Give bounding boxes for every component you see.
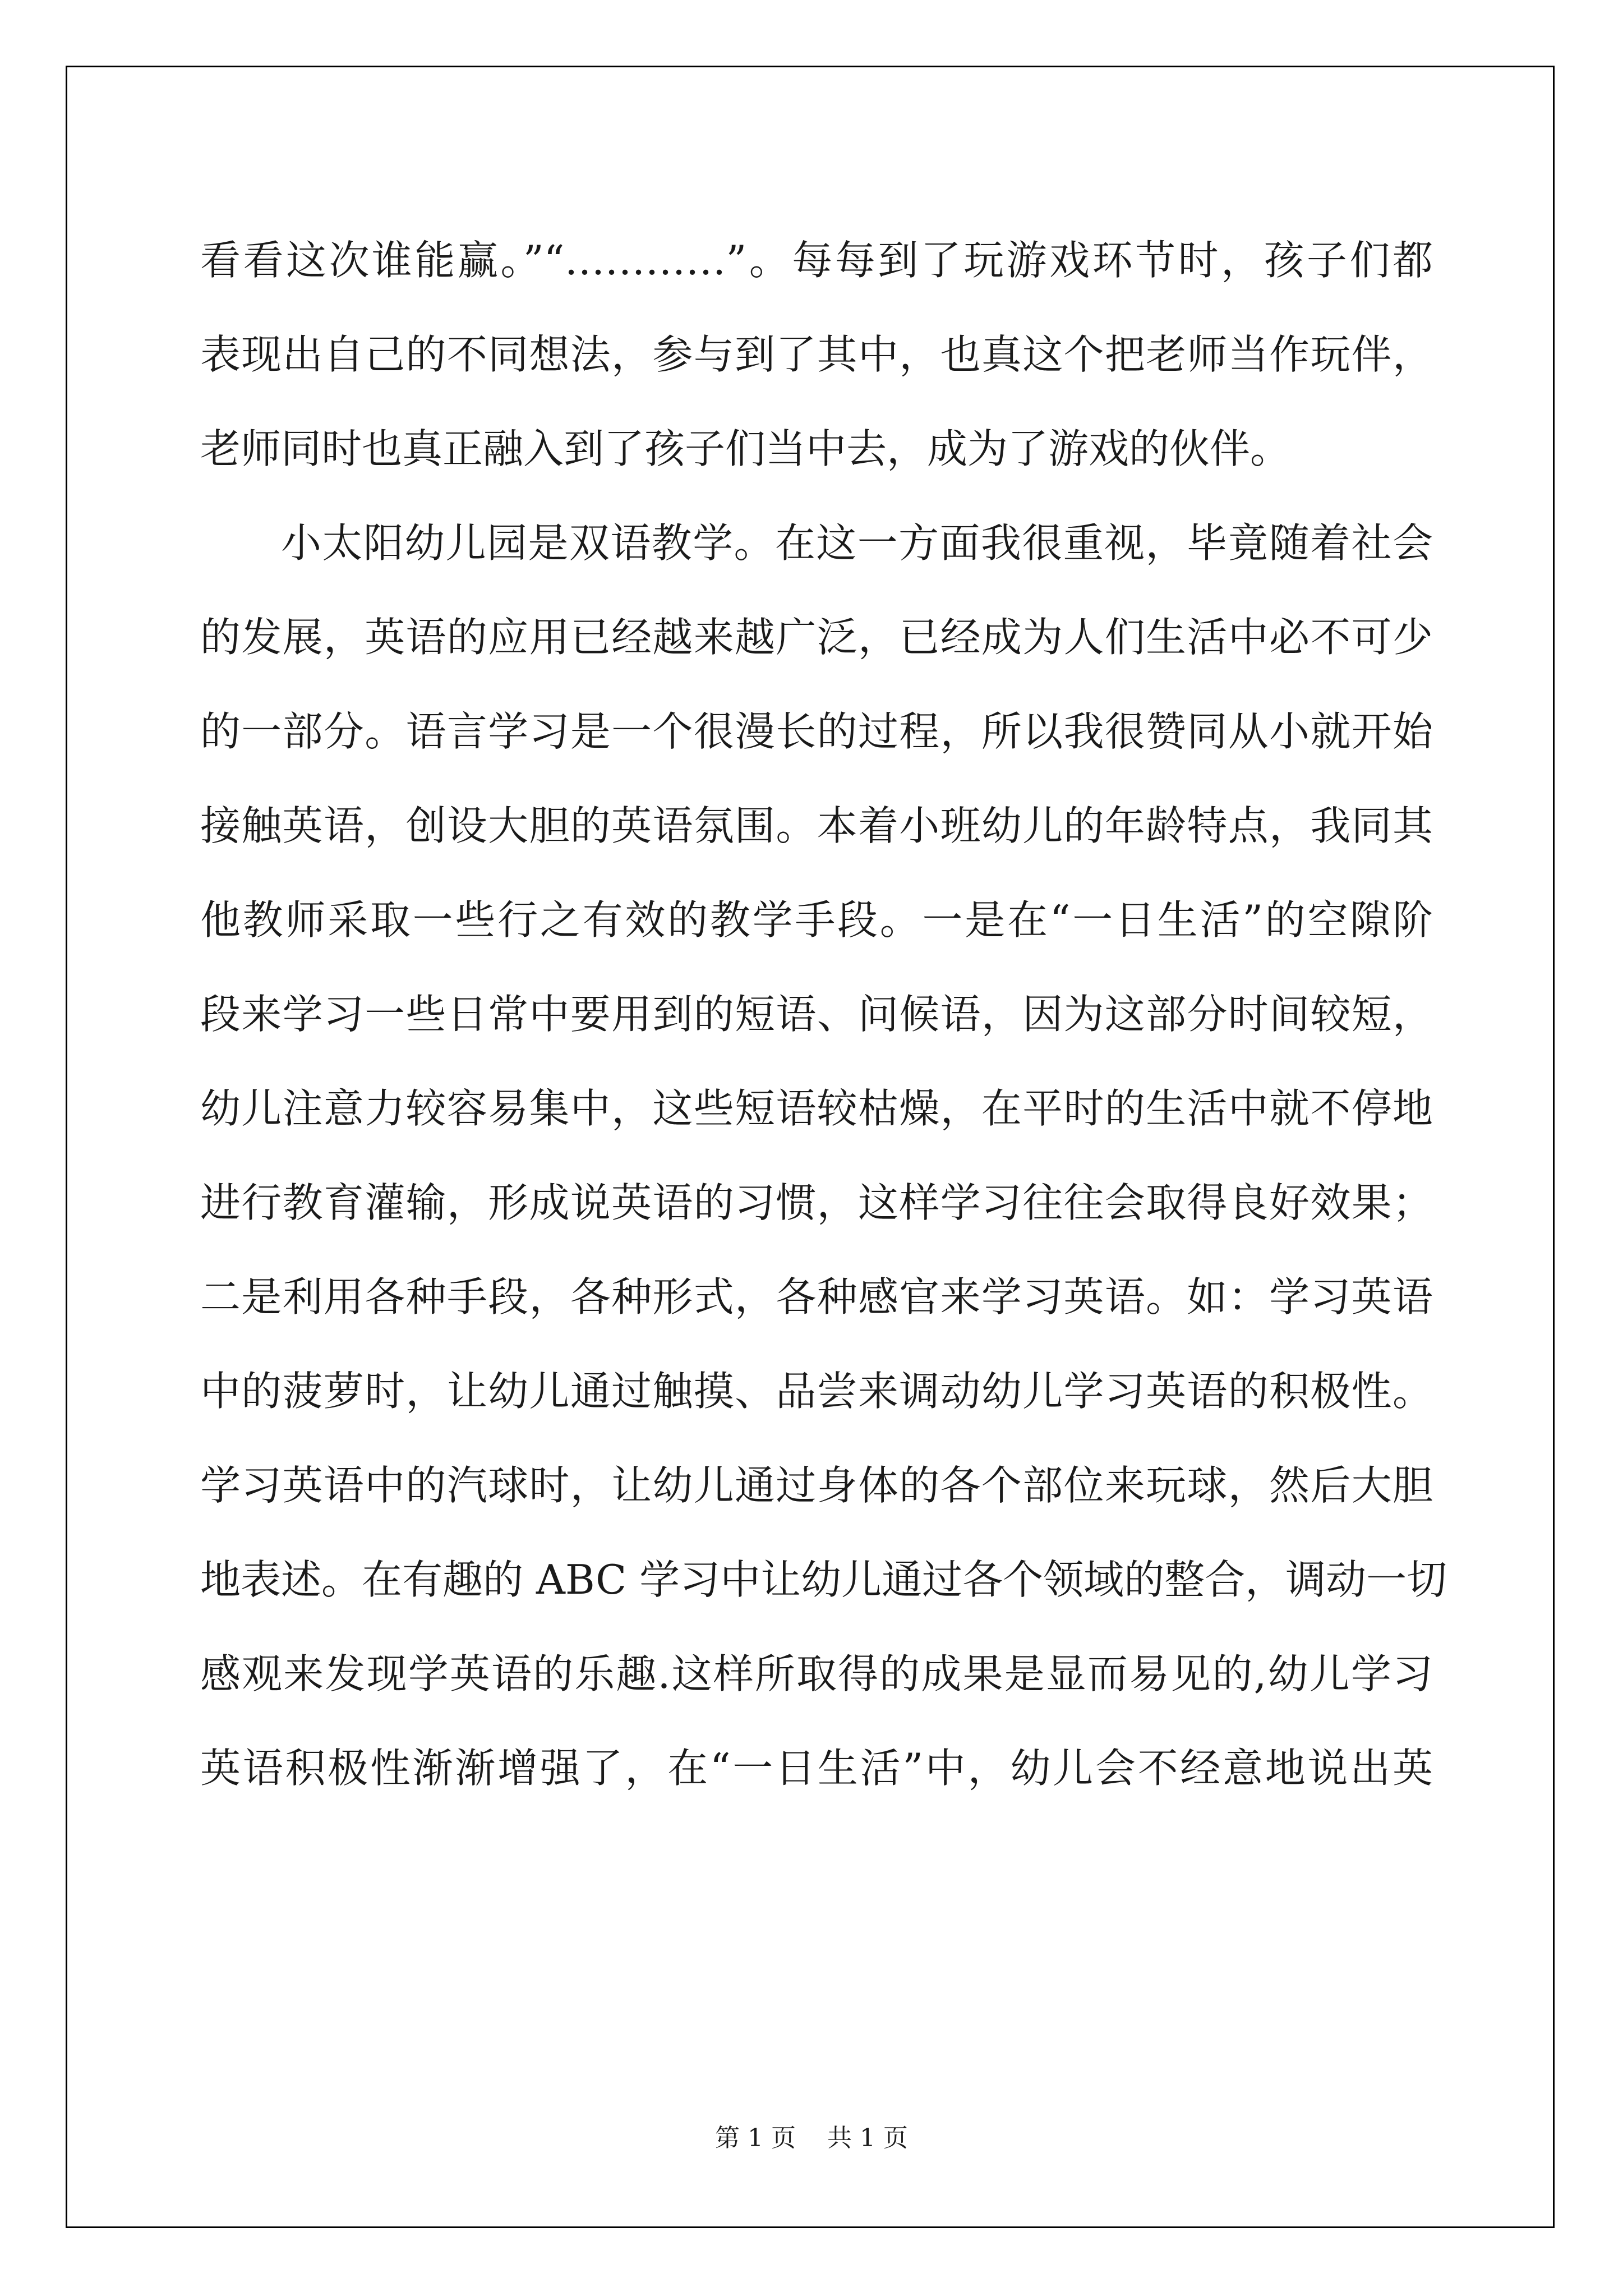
document-body bbox=[200, 213, 1447, 1815]
text-line: 中的菠萝时，让幼儿通过触摸、品尝来调动幼儿学习英语的积极性。 bbox=[200, 1368, 1433, 1415]
text-line: 段来学习一些日常中要用到的短语、问候语，因为这部分时间较短， bbox=[200, 991, 1433, 1038]
text-line: 表现出自己的不同想法，参与到了其中，也真这个把老师当作玩伴， bbox=[200, 331, 1433, 378]
text-line: 学习英语中的汽球时，让幼儿通过身体的各个部位来玩球，然后大胆 bbox=[200, 1462, 1433, 1509]
text-line: 幼儿注意力较容易集中，这些短语较枯燥，在平时的生活中就不停地 bbox=[200, 1085, 1433, 1132]
text-line: 的一部分。语言学习是一个很漫长的过程，所以我很赞同从小就开始 bbox=[200, 708, 1433, 755]
text-line: 接触英语，创设大胆的英语氛围。本着小班幼儿的年龄特点，我同其 bbox=[200, 802, 1433, 849]
text-line: 看看这次谁能赢。”“…………”。每每到了玩游戏环节时，孩子们都 bbox=[200, 237, 1433, 284]
text-line: 小太阳幼儿园是双语教学。在这一方面我很重视，毕竟随着社会 bbox=[281, 519, 1433, 567]
text-line: 的发展，英语的应用已经越来越广泛，已经成为人们生活中必不可少 bbox=[200, 614, 1433, 661]
text-line: 英语积极性渐渐增强了，在“一日生活”中，幼儿会不经意地说出英 bbox=[200, 1745, 1433, 1792]
text-line: 二是利用各种手段，各种形式，各种感官来学习英语。如：学习英语 bbox=[200, 1273, 1433, 1320]
text-line: 他教师采取一些行之有效的教学手段。一是在“一日生活”的空隙阶 bbox=[200, 896, 1433, 944]
page-number-footer: 第 1 页 共 1 页 bbox=[715, 2124, 908, 2152]
text-line: 进行教育灌输，形成说英语的习惯，这样学习往往会取得良好效果； bbox=[200, 1179, 1433, 1226]
text-line: 老师同时也真正融入到了孩子们当中去，成为了游戏的伙伴。 bbox=[200, 425, 1291, 472]
text-line: 地表述。在有趣的 ABC 学习中让幼儿通过各个领域的整合，调动一切 bbox=[200, 1556, 1447, 1603]
text-line: 感观来发现学英语的乐趣.这样所取得的成果是显而易见的,幼儿学习 bbox=[200, 1650, 1433, 1697]
